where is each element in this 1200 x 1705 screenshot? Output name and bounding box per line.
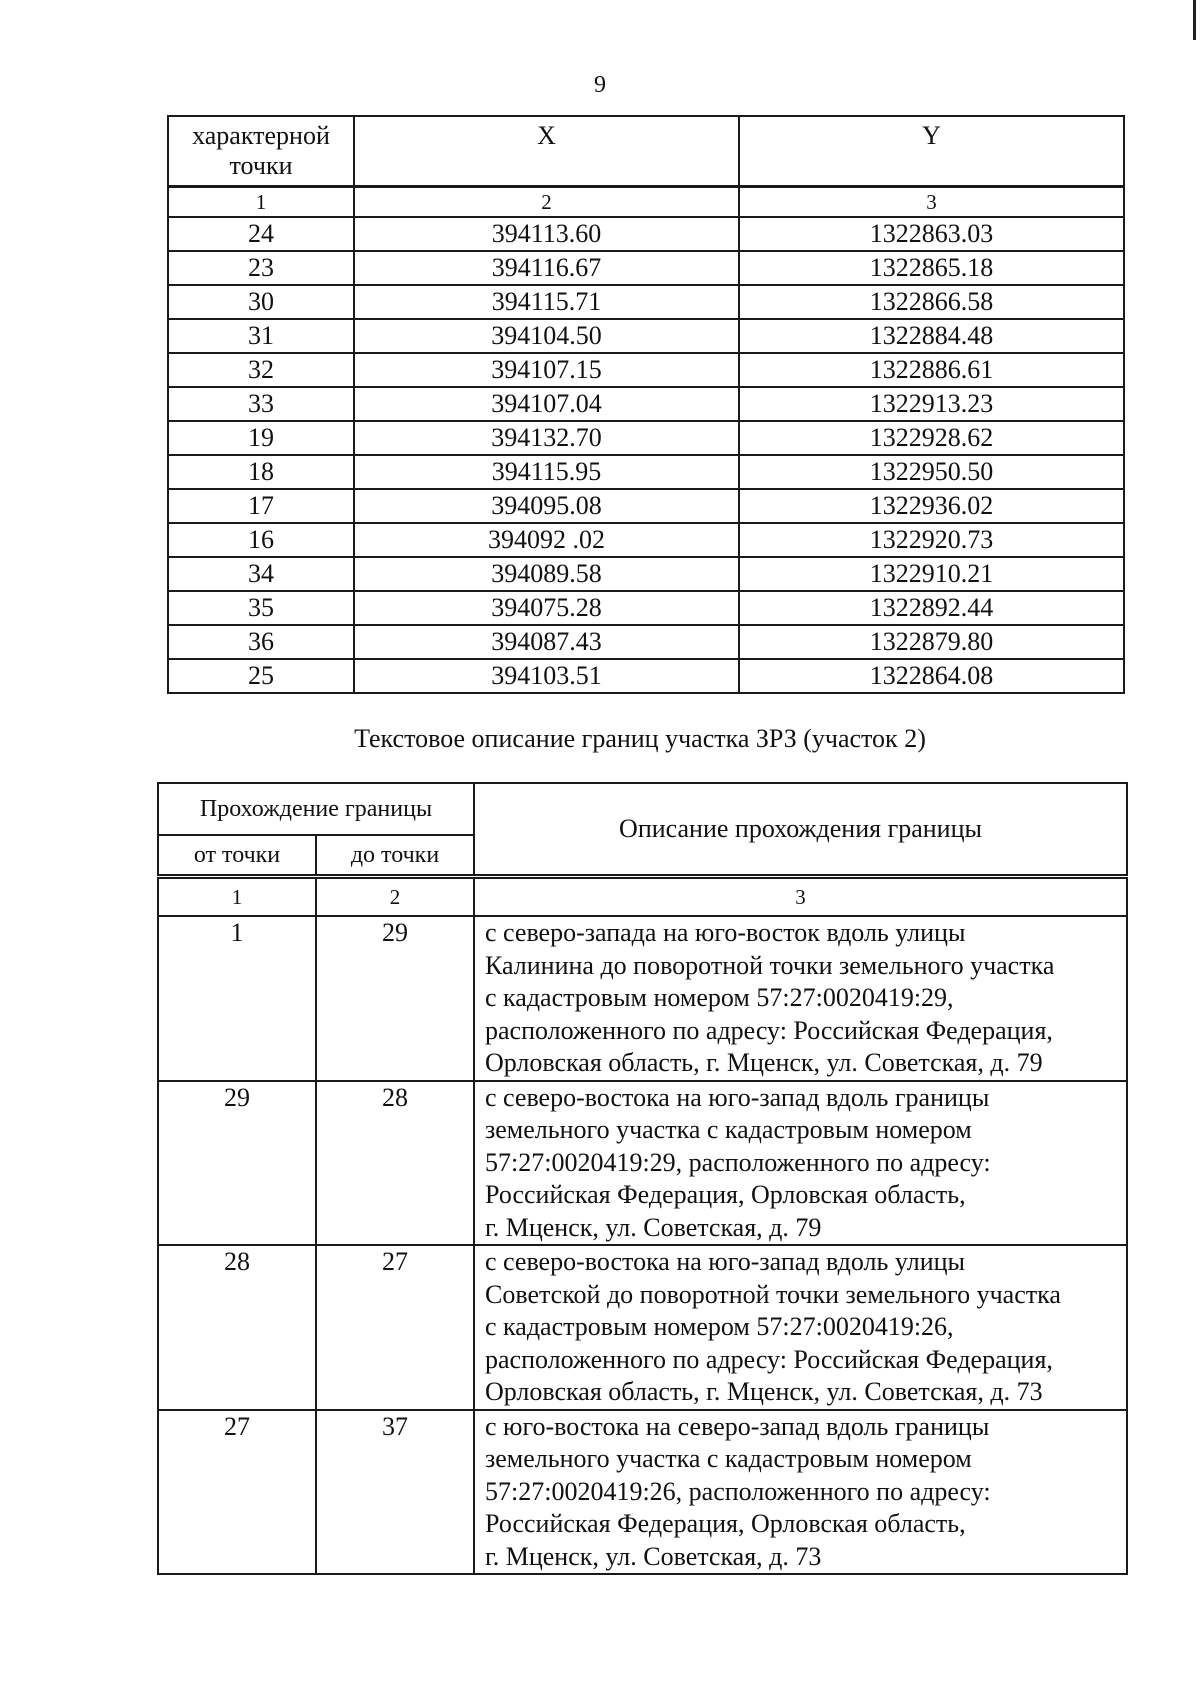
x-cell: 394092 .02 bbox=[354, 523, 739, 557]
description-table-header bbox=[157, 782, 1128, 876]
from-point-cell: 28 bbox=[158, 1245, 316, 1410]
description-line: Калинина до поворотной точки земельного участка bbox=[485, 950, 1055, 980]
table-row bbox=[158, 1410, 1127, 1575]
x-cell: 394115.95 bbox=[354, 455, 739, 489]
table-row bbox=[168, 455, 1124, 489]
point-cell: 18 bbox=[168, 455, 354, 489]
point-cell: 36 bbox=[168, 625, 354, 659]
y-cell: 1322886.61 bbox=[739, 353, 1124, 387]
point-cell: 16 bbox=[168, 523, 354, 557]
point-cell: 19 bbox=[168, 421, 354, 455]
from-point-cell: 27 bbox=[158, 1410, 316, 1575]
table-row bbox=[168, 217, 1124, 251]
section-title: Текстовое описание границ участка ЗРЗ (участок 2) bbox=[354, 724, 926, 753]
description-line: 57:27:0020419:29, расположенного по адресу: bbox=[485, 1147, 991, 1177]
to-point-cell: 29 bbox=[316, 916, 474, 1081]
y-cell: 1322866.58 bbox=[739, 285, 1124, 319]
description-line: 57:27:0020419:26, расположенного по адресу: bbox=[485, 1476, 991, 1506]
description-line: Орловская область, г. Мценск, ул. Советская, д. 79 bbox=[485, 1048, 1043, 1077]
to-point-cell: 28 bbox=[316, 1081, 474, 1246]
table-row bbox=[168, 625, 1124, 659]
table-row bbox=[168, 387, 1124, 421]
x-cell: 394075.28 bbox=[354, 591, 739, 625]
point-cell: 17 bbox=[168, 489, 354, 523]
coordinates-table-header bbox=[167, 115, 1125, 187]
table-row bbox=[168, 489, 1124, 523]
y-cell: 1322950.50 bbox=[739, 455, 1124, 489]
description-line: Советской до поворотной точки земельного участка bbox=[485, 1279, 1061, 1309]
description-line: земельного участка с кадастровым номером bbox=[485, 1115, 972, 1144]
point-cell: 32 bbox=[168, 353, 354, 387]
x-cell: 394116.67 bbox=[354, 251, 739, 285]
column-number-row bbox=[168, 187, 1124, 217]
description-line: Российская Федерация, Орловская область, bbox=[485, 1180, 966, 1209]
column-number: 3 bbox=[474, 878, 1127, 916]
page-number: 9 bbox=[594, 72, 606, 98]
table-row bbox=[168, 353, 1124, 387]
description-line: Российская Федерация, Орловская область, bbox=[485, 1509, 966, 1538]
table-row bbox=[158, 1081, 1127, 1246]
scan-edge-mark bbox=[1193, 0, 1196, 40]
y-cell: 1322913.23 bbox=[739, 387, 1124, 421]
point-cell: 23 bbox=[168, 251, 354, 285]
description-cell bbox=[474, 1245, 1127, 1410]
column-number: 2 bbox=[354, 187, 739, 217]
y-cell: 1322920.73 bbox=[739, 523, 1124, 557]
from-point-cell: 29 bbox=[158, 1081, 316, 1246]
y-cell: 1322863.03 bbox=[739, 217, 1124, 251]
x-cell: 394104.50 bbox=[354, 319, 739, 353]
to-point-cell: 37 bbox=[316, 1410, 474, 1575]
table-row bbox=[168, 591, 1124, 625]
table-row bbox=[168, 659, 1124, 693]
header-x: X bbox=[354, 116, 739, 186]
column-number: 2 bbox=[316, 878, 474, 916]
y-cell: 1322910.21 bbox=[739, 557, 1124, 591]
x-cell: 394115.71 bbox=[354, 285, 739, 319]
y-cell: 1322936.02 bbox=[739, 489, 1124, 523]
point-cell: 31 bbox=[168, 319, 354, 353]
x-cell: 394107.04 bbox=[354, 387, 739, 421]
x-cell: 394132.70 bbox=[354, 421, 739, 455]
table-row bbox=[168, 285, 1124, 319]
y-cell: 1322879.80 bbox=[739, 625, 1124, 659]
description-line: с северо-востока на юго-запад вдоль улицы bbox=[485, 1247, 966, 1276]
x-cell: 394089.58 bbox=[354, 557, 739, 591]
table-row bbox=[168, 523, 1124, 557]
y-cell: 1322892.44 bbox=[739, 591, 1124, 625]
table-row bbox=[168, 251, 1124, 285]
point-cell: 24 bbox=[168, 217, 354, 251]
description-line: Орловская область, г. Мценск, ул. Советская, д. 73 bbox=[485, 1377, 1043, 1406]
header-y: Y bbox=[739, 116, 1124, 186]
point-cell: 33 bbox=[168, 387, 354, 421]
description-table bbox=[157, 877, 1128, 1575]
column-number: 1 bbox=[168, 187, 354, 217]
column-number: 1 bbox=[158, 878, 316, 916]
table-row bbox=[158, 916, 1127, 1081]
description-cell bbox=[474, 916, 1127, 1081]
x-cell: 394107.15 bbox=[354, 353, 739, 387]
y-cell: 1322884.48 bbox=[739, 319, 1124, 353]
header-description: Описание прохождения границы bbox=[474, 783, 1127, 875]
column-number-row bbox=[158, 878, 1127, 916]
to-point-cell: 27 bbox=[316, 1245, 474, 1410]
header-to: до точки bbox=[316, 835, 474, 875]
table-row bbox=[168, 319, 1124, 353]
header-passage: Прохождение границы bbox=[158, 783, 474, 835]
y-cell: 1322928.62 bbox=[739, 421, 1124, 455]
description-cell bbox=[474, 1081, 1127, 1246]
table-row bbox=[168, 557, 1124, 591]
description-line: г. Мценск, ул. Советская, д. 79 bbox=[485, 1212, 822, 1242]
description-line: с северо-запада на юго-восток вдоль улицы bbox=[485, 918, 966, 947]
point-cell: 25 bbox=[168, 659, 354, 693]
x-cell: 394103.51 bbox=[354, 659, 739, 693]
x-cell: 394095.08 bbox=[354, 489, 739, 523]
description-line: с северо-востока на юго-запад вдоль границы bbox=[485, 1082, 990, 1112]
description-line: г. Мценск, ул. Советская, д. 73 bbox=[485, 1541, 822, 1571]
description-line: с кадастровым номером 57:27:0020419:26, bbox=[485, 1312, 954, 1341]
description-line: с юго-востока на северо-запад вдоль границы bbox=[485, 1411, 990, 1441]
column-number: 3 bbox=[739, 187, 1124, 217]
y-cell: 1322864.08 bbox=[739, 659, 1124, 693]
from-point-cell: 1 bbox=[158, 916, 316, 1081]
description-line: расположенного по адресу: Российская Федерация, bbox=[485, 1344, 1053, 1374]
x-cell: 394087.43 bbox=[354, 625, 739, 659]
coordinates-table bbox=[167, 186, 1125, 694]
point-cell: 30 bbox=[168, 285, 354, 319]
description-line: земельного участка с кадастровым номером bbox=[485, 1444, 972, 1473]
header-point: характерной точки bbox=[168, 116, 354, 186]
header-from: от точки bbox=[158, 835, 316, 875]
table-row bbox=[168, 421, 1124, 455]
description-line: расположенного по адресу: Российская Федерация, bbox=[485, 1015, 1053, 1045]
description-cell bbox=[474, 1410, 1127, 1575]
description-line: с кадастровым номером 57:27:0020419:29, bbox=[485, 983, 954, 1012]
y-cell: 1322865.18 bbox=[739, 251, 1124, 285]
point-cell: 34 bbox=[168, 557, 354, 591]
point-cell: 35 bbox=[168, 591, 354, 625]
x-cell: 394113.60 bbox=[354, 217, 739, 251]
table-row bbox=[158, 1245, 1127, 1410]
